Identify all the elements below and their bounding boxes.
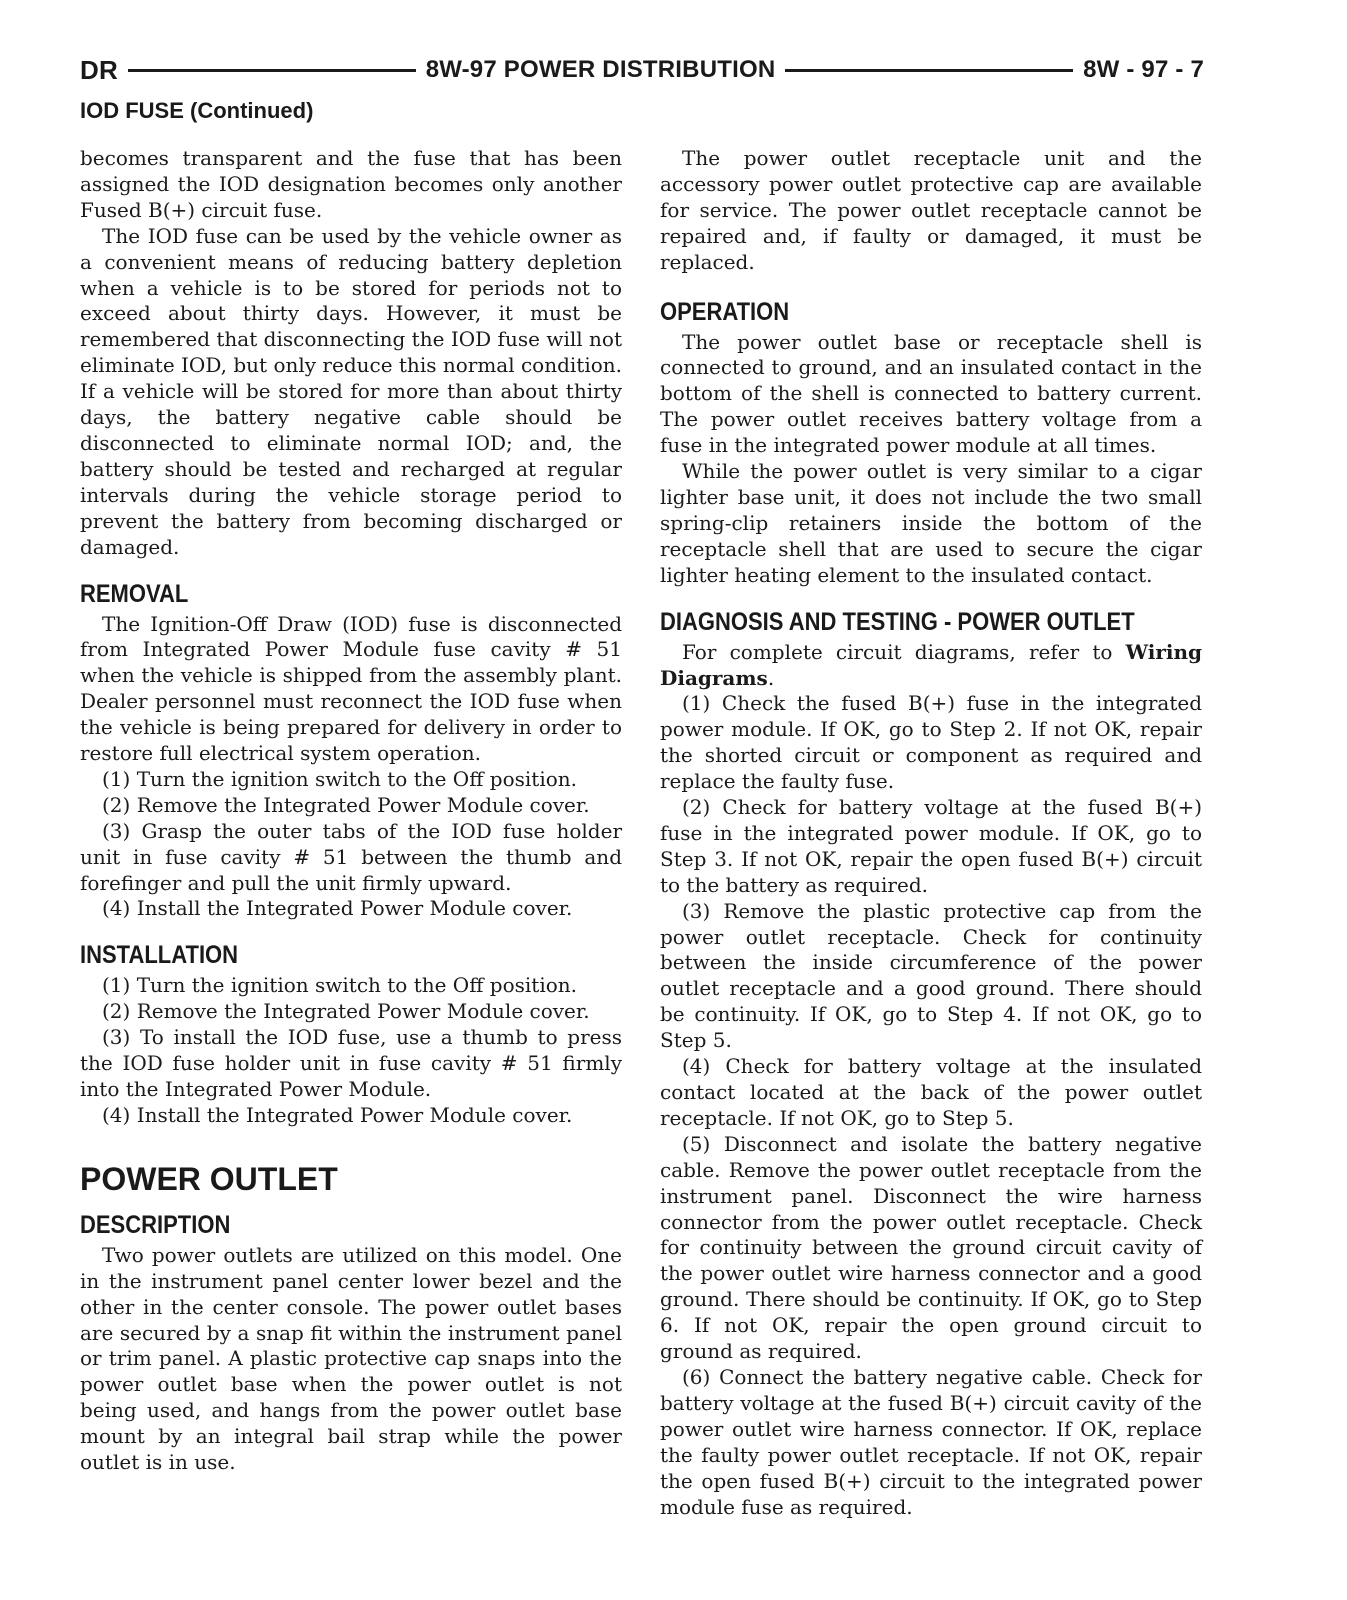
diagnosis-step: (5) Disconnect and isolate the battery negative cable. Remove the power outlet receptacle from the instrument panel. Disconnect the wire harness connector from the power outlet receptacle. Check for continuity between the ground circuit cavity of the power outlet wire harness connector and a good ground. There should be continuity. If OK, go to Step 6. If not OK, repair the open ground circuit to ground as required. xyxy=(660,1131,1202,1364)
diagnosis-intro xyxy=(660,640,1202,692)
installation-step: (1) Turn the ignition switch to the Off position. xyxy=(102,973,577,998)
removal-heading: REMOVAL xyxy=(80,579,189,608)
installation-step: (2) Remove the Integrated Power Module cover. xyxy=(102,999,590,1024)
header-title: 8W-97 POWER DISTRIBUTION xyxy=(425,56,776,83)
removal-step: (2) Remove the Integrated Power Module cover. xyxy=(102,792,590,817)
iod-storage-paragraph: The IOD fuse can be used by the vehicle owner as a convenient means of reducing battery depletion when a vehicle is to be stored for periods not to exceed about thirty days. However, it must be remembered that disconnecting the IOD fuse will not eliminate IOD, but only reduce this normal condition. If a vehicle will be stored for more than about thirty days, the battery negative cable should be disconnected to eliminate normal IOD; and, the battery should be tested and recharged at regular intervals during the vehicle storage period to prevent the battery from becoming discharged or damaged. xyxy=(80,223,622,559)
description-heading: DESCRIPTION xyxy=(80,1210,231,1239)
diagnosis-intro-text: For complete circuit diagrams, refer to xyxy=(682,639,1126,664)
running-header xyxy=(80,52,1204,88)
removal-step: (3) Grasp the outer tabs of the IOD fuse holder unit in fuse cavity # 51 between the thumb and forefinger and pull the unit firmly upward. xyxy=(80,818,622,895)
operation-paragraph: While the power outlet is very similar to a cigar lighter base unit, it does not include the two small spring-clip retainers inside the bottom of the receptacle shell that are used to secure the cigar lighter heating element to the insulated contact. xyxy=(660,459,1202,587)
installation-step: (3) To install the IOD fuse, use a thumb to press the IOD fuse holder unit in fuse cavity # 51 firmly into the Integrated Power Module. xyxy=(80,1025,622,1101)
diagnosis-step: (3) Remove the plastic protective cap from the power outlet receptacle. Check for continuity between the inside circumference of the power outlet receptacle and a good ground. There should be continuity. If OK, go to Step 4. If not OK, go to Step 5. xyxy=(660,898,1202,1053)
diagnosis-intro-end: . xyxy=(767,665,775,690)
diagnosis-step: (6) Connect the battery negative cable. Check for battery voltage at the fused B(+) circuit cavity of the power outlet wire harness connector. If OK, replace the faulty power outlet receptacle. If not OK, repair the open fused B(+) circuit to the integrated power module fuse as required. xyxy=(660,1364,1202,1519)
installation-heading: INSTALLATION xyxy=(80,941,239,970)
description-paragraph: Two power outlets are utilized on this model. One in the instrument panel center lower bezel and the other in the center console. The power outlet bases are secured by a snap fit within the instrument panel or trim panel. A plastic protective cap snaps into the power outlet base when the power outlet is not being used, and hangs from the power outlet base mount by an integral bail strap while the power outlet is in use. xyxy=(80,1242,622,1475)
wiring-diagrams-reference: Wiring Diagrams xyxy=(660,639,1202,690)
diagnosis-step: (2) Check for battery voltage at the fused B(+) fuse in the integrated power module. If OK, go to Step 3. If not OK, repair the open fused B(+) circuit to the battery as required. xyxy=(660,795,1202,897)
power-outlet-title: POWER OUTLET xyxy=(80,1160,338,1197)
removal-intro: The Ignition-Off Draw (IOD) fuse is disconnected from Integrated Power Module fuse cavity # 51 when the vehicle is shipped from the assembly plant. Dealer personnel must reconnect the IOD fuse when the vehicle is being prepared for delivery in order to restore full electrical system operation. xyxy=(80,611,622,766)
diagnosis-step: (1) Check the fused B(+) fuse in the integrated power module. If OK, go to Step 2. If not OK, repair the shorted circuit or component as required and replace the faulty fuse. xyxy=(660,691,1202,794)
right-column xyxy=(660,146,1202,1520)
header-rule-right xyxy=(785,69,1073,72)
diagnosis-step: (4) Check for battery voltage at the insulated contact located at the back of the power outlet receptacle. If not OK, go to Step 5. xyxy=(660,1054,1202,1130)
operation-heading: OPERATION xyxy=(660,297,790,326)
removal-step: (4) Install the Integrated Power Module cover. xyxy=(102,896,573,921)
left-column xyxy=(80,146,622,1476)
page-number: 8W - 97 - 7 xyxy=(1083,56,1204,83)
header-rule-left xyxy=(128,69,416,72)
diagnosis-heading: DIAGNOSIS AND TESTING - POWER OUTLET xyxy=(660,607,1135,636)
removal-step: (1) Turn the ignition switch to the Off position. xyxy=(102,766,577,791)
continued-heading: IOD FUSE (Continued) xyxy=(80,98,314,123)
operation-paragraph: The power outlet base or receptacle shell is connected to ground, and an insulated contact in the bottom of the shell is connected to battery current. The power outlet receives battery voltage from a fuse in the integrated power module at all times. xyxy=(660,329,1202,458)
iod-continued-paragraph: becomes transparent and the fuse that has been assigned the IOD designation becomes only another Fused B(+) circuit fuse. xyxy=(80,146,622,222)
service-note-paragraph: The power outlet receptacle unit and the accessory power outlet protective cap are available for service. The power outlet receptacle cannot be repaired and, if faulty or damaged, it must be replaced. xyxy=(660,146,1202,274)
installation-step: (4) Install the Integrated Power Module cover. xyxy=(102,1102,573,1127)
header-section-code: DR xyxy=(80,54,118,85)
